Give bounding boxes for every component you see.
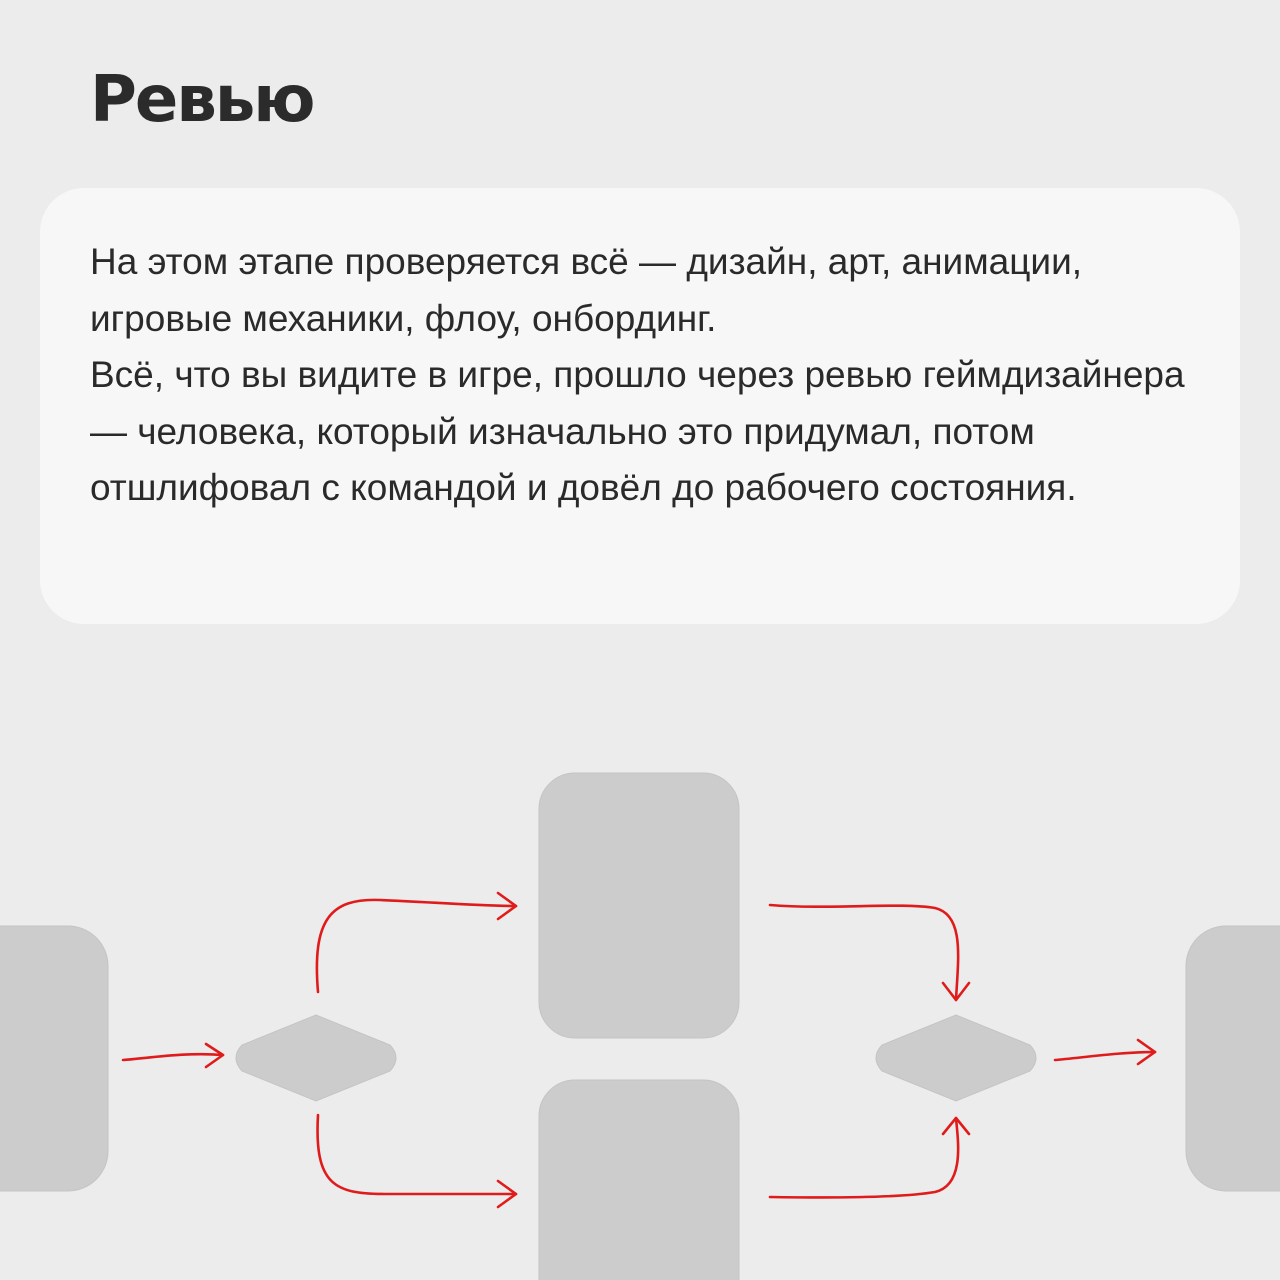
arrow-top-to-merge (770, 905, 969, 1000)
flow-top-block (539, 773, 739, 1038)
arrow-merge-to-end (1055, 1040, 1155, 1064)
arrow-bottom-to-merge (770, 1118, 969, 1197)
paragraph-review-scope: На этом этапе проверяется всё — дизайн, арт, анимации, игровые механики, флоу, онбординг. (90, 241, 1083, 339)
arrow-start-to-split (123, 1044, 223, 1067)
arrow-split-to-top (317, 893, 516, 992)
page-title: Ревью (90, 63, 314, 137)
flow-start-block (0, 926, 108, 1191)
arrow-split-to-bottom (318, 1115, 516, 1207)
paragraph-review-gamedesigner: Всё, что вы видите в игре, прошло через ревью геймдизайнера — человека, который изначально это придумал, потом отшлифовал с командой и довёл до рабочего состояния. (90, 354, 1185, 508)
flow-bottom-block (539, 1080, 739, 1280)
flow-split-diamond (236, 1015, 396, 1101)
flow-merge-diamond (876, 1015, 1036, 1101)
flow-end-block (1186, 926, 1280, 1191)
